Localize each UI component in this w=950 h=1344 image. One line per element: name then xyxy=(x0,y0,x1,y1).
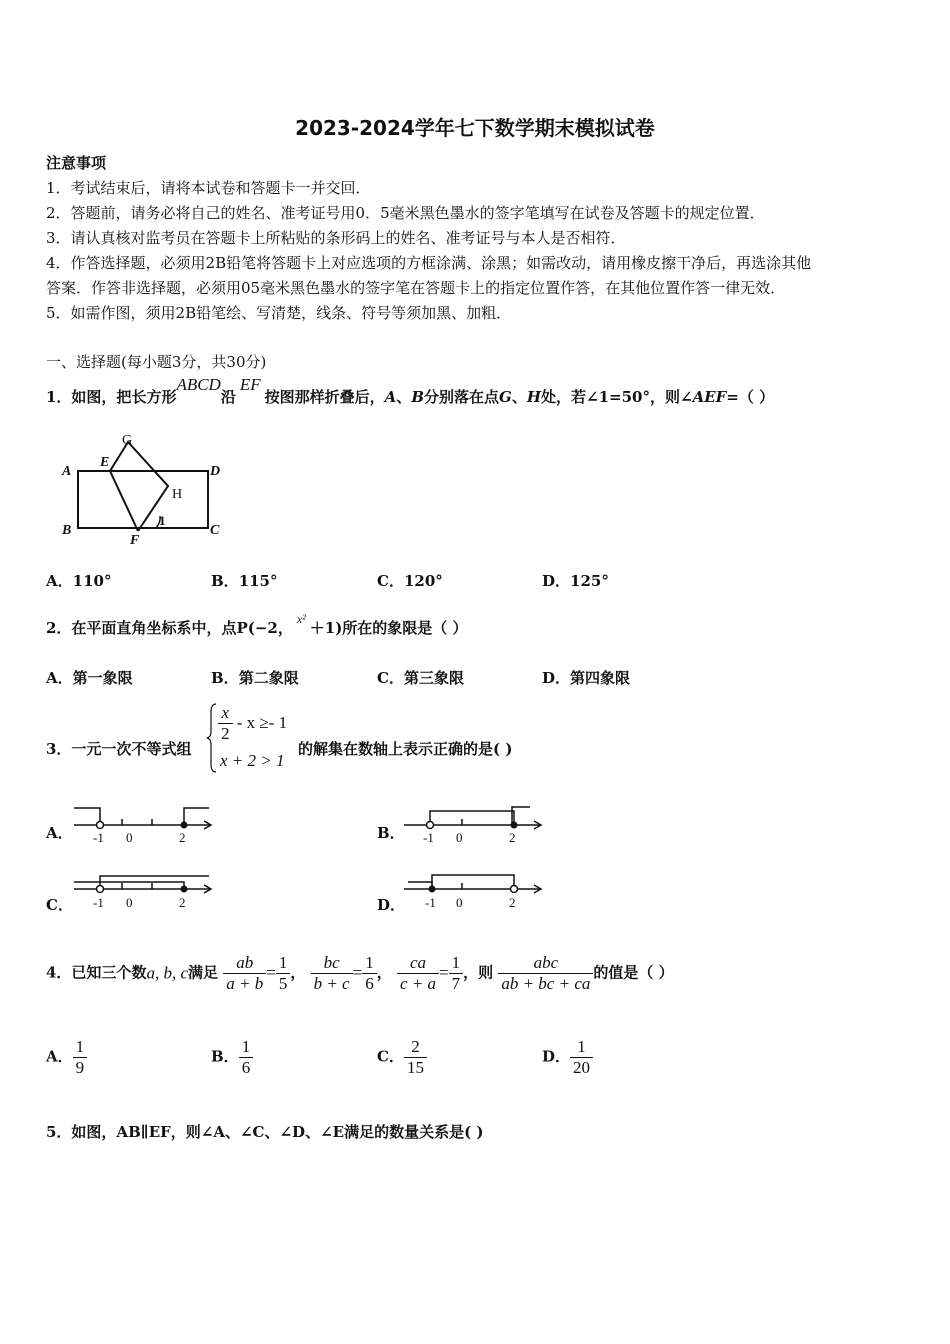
notice-item: 5．如需作图，须用2B铅笔绘、写清楚，线条、符号等须加黑、加粗． xyxy=(46,304,512,322)
notice-item: 3．请认真核对监考员在答题卡上所粘贴的条形码上的姓名、准考证号与本人是否相符． xyxy=(46,229,626,247)
question-5: 5．如图，AB∥EF，则∠A、∠C、∠D、∠E满足的数量关系是( ) xyxy=(46,1123,484,1141)
q1-text: 按图那样折叠后， xyxy=(264,388,385,406)
section-heading: 一、选择题(每小题3分，共30分) xyxy=(46,353,267,371)
q3-option-d[interactable]: D． xyxy=(377,896,406,914)
q1-option-b[interactable]: B．115° xyxy=(211,572,278,590)
svg-text:0: 0 xyxy=(126,895,133,910)
notice-item: 4．作答选择题，必须用2B铅笔将答题卡上对应选项的方框涂满、涂黑；如需改动，请用橡皮擦干净后，再选涂其他 xyxy=(46,254,812,272)
fraction: $\frac{1}{7}$ xyxy=(449,953,464,993)
label-f: F xyxy=(130,533,140,548)
q2-option-a[interactable]: A．第一象限 xyxy=(46,669,133,687)
q1-a: A xyxy=(384,388,397,406)
q4-option-d[interactable]: D． $\frac{1}{20}$ xyxy=(542,1037,593,1077)
q4-option-c[interactable]: C． $\frac{2}{15}$ xyxy=(377,1037,427,1077)
svg-text:-1: -1 xyxy=(93,895,104,910)
label-b: B xyxy=(62,523,72,538)
fraction: $\frac{\text{abc}}{ab + bc + ca}$ xyxy=(498,953,593,993)
q1-option-a[interactable]: A．110° xyxy=(46,572,112,590)
number-line-d xyxy=(396,864,546,914)
fraction: $\frac{ab}{a + b}$ xyxy=(223,953,266,993)
rectangle xyxy=(78,471,208,528)
q1-text: 1．如图，把长方形 xyxy=(46,388,177,406)
svg-text:2: 2 xyxy=(509,830,516,845)
q1-g: G xyxy=(499,388,512,406)
label-1: 1 xyxy=(159,513,166,528)
q1-h: H xyxy=(526,388,542,406)
q1-sep: 、 xyxy=(511,388,527,406)
svg-text:-1: -1 xyxy=(423,830,434,845)
q2-option-d[interactable]: D．第四象限 xyxy=(542,669,631,687)
question-3-prefix: 3．一元一次不等式组 xyxy=(46,740,192,758)
inequality-2: x + 2 > 1 xyxy=(220,751,285,770)
label-d: D xyxy=(210,464,221,479)
number-line-a xyxy=(66,800,216,848)
svg-text:-1: -1 xyxy=(425,895,436,910)
label-c: C xyxy=(210,523,220,538)
fold-line xyxy=(110,471,138,531)
svg-text:0: 0 xyxy=(126,830,133,845)
notice-item: 2．答题前，请务必将自己的姓名、准考证号用0．5毫米黑色墨水的签字笔填写在试卷及答题卡的规定位置． xyxy=(46,204,765,222)
q1-abcd: ABCD xyxy=(176,375,221,394)
fraction: $\frac{bc}{b + c}$ xyxy=(311,953,353,993)
svg-text:2: 2 xyxy=(179,830,186,845)
system-brace xyxy=(206,702,218,774)
fraction: $\frac{1}{5}$ xyxy=(276,953,291,993)
page-title: 2023-2024学年七下数学期末模拟试卷 xyxy=(295,116,655,140)
notice-item: 答案．作答非选择题，必须用05毫米黑色墨水的签字笔在答题卡上的指定位置作答，在其他位置作答一律无效． xyxy=(46,279,786,297)
number-line-b xyxy=(396,800,546,848)
q1-text: 处，若∠1=50°，则∠ xyxy=(541,388,693,406)
q3-option-a[interactable]: A． xyxy=(46,824,73,842)
q1-figure xyxy=(58,428,233,550)
q1-option-d[interactable]: D．125° xyxy=(542,572,609,590)
label-a: A xyxy=(62,464,72,479)
q1-aef: AEF xyxy=(692,388,727,406)
notice-item: 1．考试结束后，请将本试卷和答题卡一并交回． xyxy=(46,179,371,197)
inequality-1: $\frac{x}{2}$ - x ≥- 1 xyxy=(218,703,287,743)
question-2: 2．在平面直角坐标系中，点P(−2， $^{x^2}$ ＋1)所在的象限是（ ） xyxy=(46,612,468,637)
q1-b: B xyxy=(411,388,424,406)
svg-text:2: 2 xyxy=(509,895,516,910)
question-4: 4．已知三个数a, b, c满足 $\frac{ab}{a + b}$ = $\frac{1}{5}$ ， $\frac{bc}{b + c}$ = $\frac{1}{6}$ ， $\frac{ca}{c + a}$ = $\frac{1}{7}$ ，则 $\frac{\text{abc}}{ab + bc + ca}$ 的值是（ ） xyxy=(46,953,674,993)
fraction: $\frac{1}{6}$ xyxy=(362,953,377,993)
q2-option-c[interactable]: C．第三象限 xyxy=(377,669,464,687)
q1-ef: EF xyxy=(239,375,261,394)
q2-option-b[interactable]: B．第二象限 xyxy=(211,669,299,687)
label-e: E xyxy=(100,455,110,470)
q3-option-b[interactable]: B． xyxy=(377,824,405,842)
q1-text: 分别落在点 xyxy=(424,388,500,406)
q4-option-a[interactable]: A． $\frac{1}{9}$ xyxy=(46,1037,87,1077)
label-h: H xyxy=(172,487,183,502)
number-line-c xyxy=(66,864,216,914)
q1-sep: 、 xyxy=(396,388,412,406)
svg-text:0: 0 xyxy=(456,895,463,910)
q1-text: =（ ） xyxy=(726,388,775,406)
q1-option-c[interactable]: C．120° xyxy=(377,572,443,590)
svg-text:-1: -1 xyxy=(93,830,104,845)
q1-text: 沿 xyxy=(220,388,236,406)
q2-x-squared: x² xyxy=(296,612,306,626)
notice-heading: 注意事项 xyxy=(46,154,107,172)
q4-vars: a, b, c xyxy=(146,963,188,983)
q4-option-b[interactable]: B． $\frac{1}{6}$ xyxy=(211,1037,253,1077)
question-1 xyxy=(46,375,775,407)
svg-text:2: 2 xyxy=(179,895,186,910)
fraction: $\frac{ca}{c + a}$ xyxy=(397,953,439,993)
q3-option-c[interactable]: C． xyxy=(46,896,73,914)
question-3-suffix: 的解集在数轴上表示正确的是( ) xyxy=(298,740,513,758)
label-g: G xyxy=(122,433,133,448)
svg-text:0: 0 xyxy=(456,830,463,845)
